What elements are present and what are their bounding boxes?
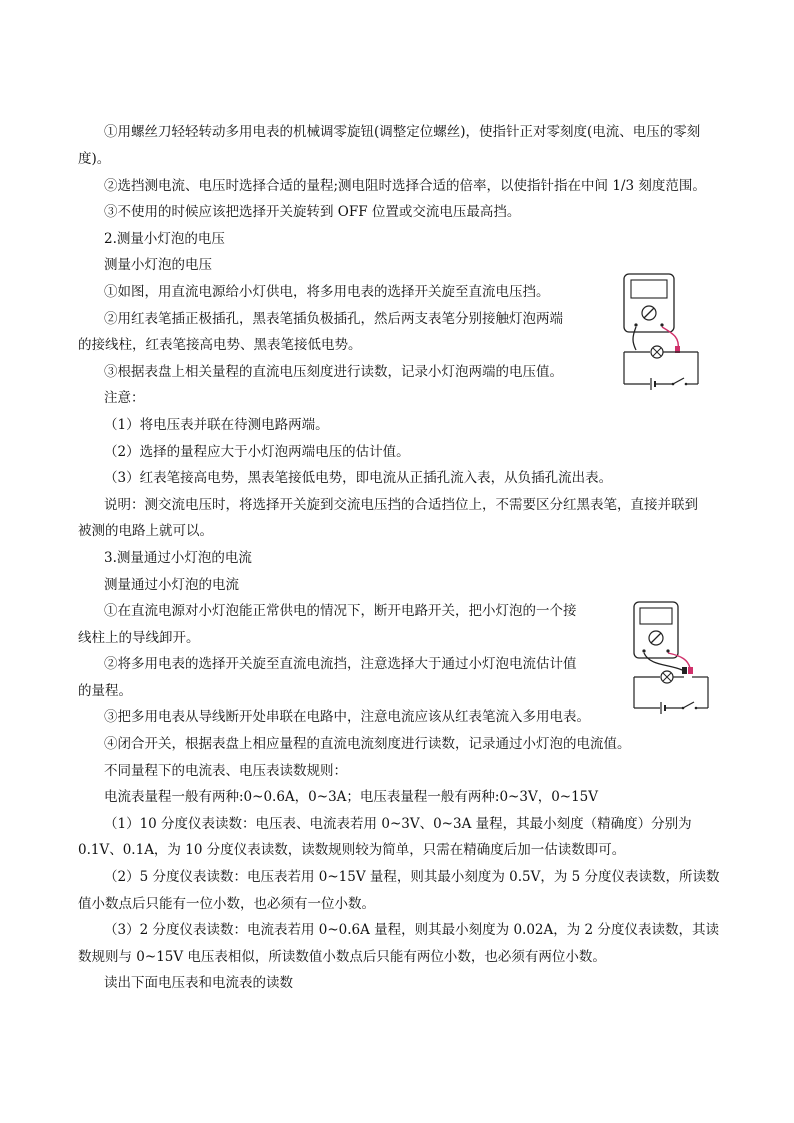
text-line: （1）10 分度仪表读数：电压表、电流表若用 0~3V、0~3A 量程，其最小刻度（精确度）分别为 xyxy=(104,816,692,832)
text-line: 电流表量程一般有两种:0~0.6A，0~3A；电压表量程一般有两种:0~3V，0~15V xyxy=(104,789,599,805)
text-line: 说明：测交流电压时，将选择开关旋到交流电压挡的合适挡位上，不需要区分红黑表笔，直接并联到 xyxy=(104,497,698,513)
switch-icon xyxy=(683,702,694,708)
section-heading: 3.测量通过小灯泡的电流 xyxy=(104,550,252,566)
text-line: ②将多用电表的选择开关旋至直流电流挡，注意选择大于通过小灯泡电流估计值 xyxy=(104,656,577,672)
text-line: （3）红表笔接高电势，黑表笔接低电势，即电流从正插孔流入表，从负插孔流出表。 xyxy=(104,470,613,486)
text-line: 度)。 xyxy=(78,151,111,167)
text-line: 读出下面电压表和电流表的读数 xyxy=(104,975,293,991)
text-line: ①用螺丝刀轻轻转动多用电表的机械调零旋钮(调整定位螺丝)，使指针正对零刻度(电流、电压的零刻 xyxy=(104,124,701,140)
text-line: 注意： xyxy=(104,390,145,406)
text-line: 数规则与 0~15V 电压表相似，所读数值小数点后只能有两位小数，也必须有两位小数。 xyxy=(78,949,606,965)
text-line: ②用红表笔插正极插孔，黑表笔插负极插孔，然后两支表笔分别接触灯泡两端 xyxy=(104,311,563,327)
text-line: （2）5 分度仪表读数：电压表若用 0~15V 量程，则其最小刻度为 0.5V，为 5 分度仪表读数，所读数 xyxy=(104,869,720,885)
text-line: ③把多用电表从导线断开处串联在电路中，注意电流应该从红表笔流入多用电表。 xyxy=(104,709,590,725)
text-line: 不同量程下的电流表、电压表读数规则： xyxy=(104,763,347,779)
text-line: 值小数点后只能有一位小数，也必须有一位小数。 xyxy=(78,896,375,912)
meter-display xyxy=(631,280,667,298)
text-line: ④闭合开关，根据表盘上相应量程的直流电流刻度进行读数，记录通过小灯泡的电流值。 xyxy=(104,736,631,752)
text-line: 测量小灯泡的电压 xyxy=(104,257,212,273)
text-line: ①在直流电源对小灯泡能正常供电的情况下，断开电路开关，把小灯泡的一个接 xyxy=(104,603,577,619)
text-line: ①如图，用直流电源给小灯供电，将多用电表的选择开关旋至直流电压挡。 xyxy=(104,284,550,300)
current-measurement-figure xyxy=(632,600,712,718)
text-line: 被测的电路上就可以。 xyxy=(78,523,213,539)
text-line: ③不使用的时候应该把选择开关旋转到 OFF 位置或交流电压最高挡。 xyxy=(104,204,521,220)
red-probe-tip xyxy=(688,667,693,674)
text-line: （1）将电压表并联在待测电路两端。 xyxy=(104,417,329,433)
text-line: ②选挡测电流、电压时选择合适的量程;测电阻时选择合适的倍率，以使指针指在中间 1/3 刻度范围。 xyxy=(104,178,706,194)
section-heading: 2.测量小灯泡的电压 xyxy=(104,231,225,247)
text-line: ③根据表盘上相关量程的直流电压刻度进行读数，记录小灯泡两端的电压值。 xyxy=(104,364,563,380)
text-line: 的量程。 xyxy=(78,683,132,699)
voltage-measurement-figure xyxy=(622,272,702,390)
switch-icon xyxy=(673,378,684,384)
text-line: 0.1V、0.1A，为 10 分度仪表读数，读数规则较为简单，只需在精确度后加一估读数即可。 xyxy=(78,842,626,858)
text-line: （3）2 分度仪表读数：电流表若用 0~0.6A 量程，则其最小刻度为 0.02A，为 2 分度仪表读数，其读 xyxy=(104,922,719,938)
text-line: 的接线柱，红表笔接高电势、黑表笔接低电势。 xyxy=(78,337,362,353)
black-probe-tip xyxy=(682,667,687,674)
text-line: 线柱上的导线卸开。 xyxy=(78,630,200,646)
text-line: （2）选择的量程应大于小灯泡两端电压的估计值。 xyxy=(104,444,410,460)
meter-display xyxy=(640,608,672,624)
text-line: 测量通过小灯泡的电流 xyxy=(104,577,239,593)
